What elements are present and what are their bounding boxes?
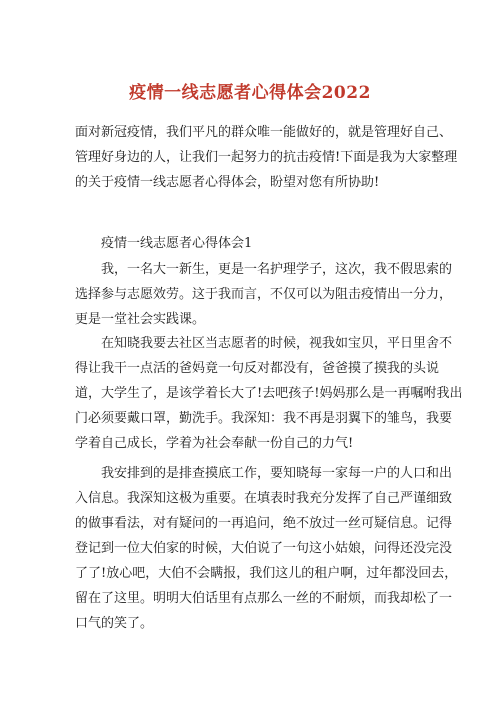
paragraph-2 [75, 331, 463, 456]
paragraph-line: 门必须要戴口罩，勤洗手。我深知：我不再是羽翼下的雏鸟，我要 [75, 411, 453, 426]
intro-line: 的关于疫情一线志愿者心得体会，盼望对您有所协助! [75, 175, 380, 190]
paragraph-line: 口气的笑了。 [75, 616, 154, 631]
paragraph-line: 道，大学生了，是该学着长大了!去吧孩子!妈妈那么是一再嘱咐我出 [75, 386, 463, 401]
paragraph-line: 登记到一位大伯家的时候，大伯说了一句这小姑娘，问得还没完没 [75, 541, 453, 556]
paragraph-line: 了了!放心吧，大伯不会瞒报，我们这儿的租户啊，过年都没回去， [75, 566, 458, 581]
intro-line: 管理好身边的人，让我们一起努力的抗击疫情!下面是我为大家整理 [75, 150, 458, 165]
paragraph-line: 选择参与志愿效劳。这于我而言，不仅可以为阻击疫情出一分力， [75, 287, 453, 302]
paragraph-3 [75, 461, 458, 636]
paragraph-line: 得让我干一点活的爸妈竟一句反对都没有，爸爸摸了摸我的头说 [75, 361, 440, 376]
paragraph-line: 我安排到的是排查摸底工作，要知晓每一家每一户的人口和出 [75, 466, 453, 481]
section-heading: 疫情一线志愿者心得体会1 [101, 236, 253, 251]
paragraph-line: 留在了这里。明明大伯话里有点那么一丝的不耐烦，而我却松了一 [75, 591, 453, 606]
paragraph-line: 在知晓我要去社区当志愿者的时候，视我如宝贝，平日里舍不 [75, 336, 453, 351]
document-title: 疫情一线志愿者心得体会2022 [129, 83, 371, 103]
paragraph-line: 我，一名大一新生，更是一名护理学子，这次，我不假思索的 [75, 262, 453, 277]
intro-paragraph [75, 120, 458, 195]
paragraph-line: 学着自己成长，学着为社会奉献一份自己的力气! [75, 436, 354, 451]
paragraph-line: 更是一堂社会实践课。 [75, 312, 206, 327]
paragraph-line: 入信息。我深知这极为重要。在填表时我充分发挥了自己严谨细致 [75, 491, 453, 506]
paragraph-line: 的做事看法，对有疑问的一再追问，绝不放过一丝可疑信息。记得 [75, 516, 453, 531]
paragraph-1 [75, 257, 453, 332]
intro-line: 面对新冠疫情，我们平凡的群众唯一能做好的，就是管理好自己、 [75, 125, 453, 140]
